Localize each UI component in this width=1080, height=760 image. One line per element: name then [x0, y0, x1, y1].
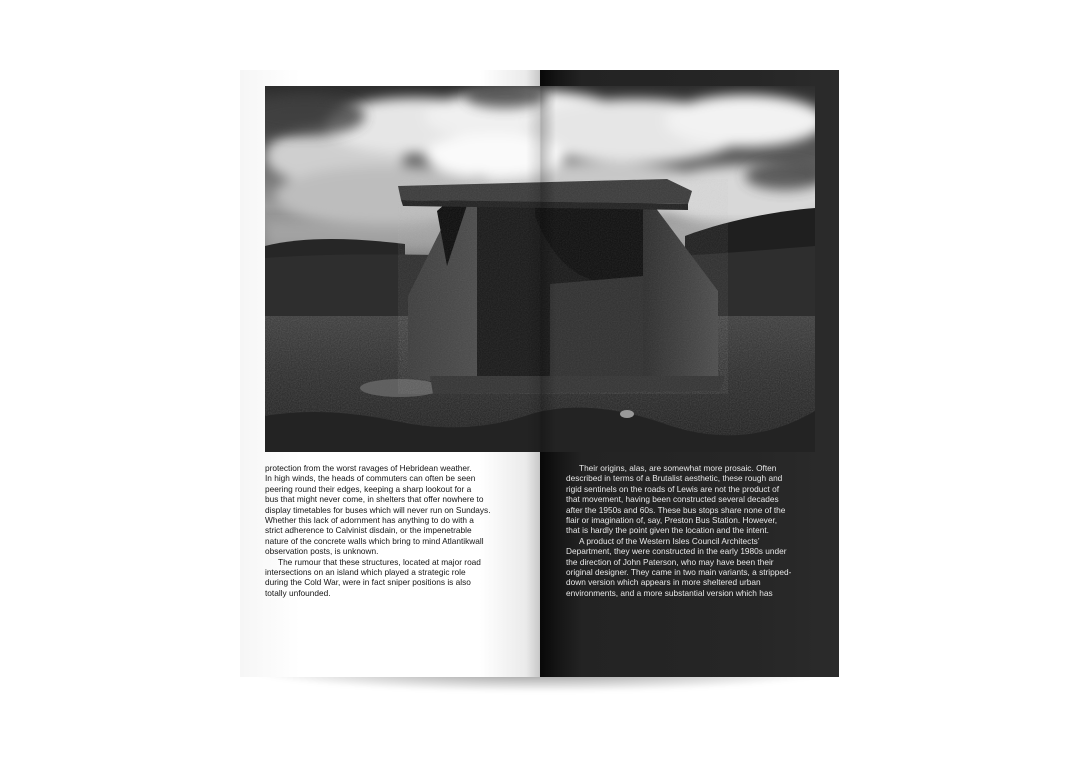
text-line: Whether this lack of adornment has anything to do with a	[265, 515, 474, 526]
text-line: bus that might never come, in shelters that offer nowhere to	[265, 494, 484, 505]
text-line: rigid sentinels on the roads of Lewis are not the product of	[566, 483, 780, 494]
text-line: totally unfounded.	[265, 587, 331, 598]
right-page-text	[566, 463, 816, 598]
text-line: after the 1950s and 60s. These bus stops share none of the	[566, 504, 786, 515]
text-line: original designer. They came in two main variants, a stripped-	[566, 567, 792, 578]
text-line: In high winds, the heads of commuters can often be seen	[265, 473, 476, 484]
text-line: that is hardly the point given the location and the intent.	[566, 525, 769, 536]
text-line: The rumour that these structures, located at major road	[278, 556, 481, 567]
left-page-text	[265, 463, 515, 598]
text-line: peering round their edges, keeping a sharp lookout for a	[265, 483, 472, 494]
text-line: intersections on an island which played a strategic role	[265, 567, 466, 578]
text-line: observation posts, is unknown.	[265, 546, 379, 557]
text-line: Their origins, alas, are somewhat more prosaic. Often	[579, 463, 777, 473]
bus-shelter-photo	[265, 86, 815, 452]
text-line: A product of the Western Isles Council Architects’	[579, 535, 760, 546]
text-line: the direction of John Paterson, who may have been their	[566, 556, 774, 567]
text-line: environments, and a more substantial version which has	[566, 587, 773, 598]
text-line: nature of the concrete walls which bring to mind Atlantikwall	[265, 535, 484, 546]
text-line: display timetables for buses which will never run on Sundays.	[265, 504, 491, 515]
text-line: that movement, having been constructed several decades	[566, 494, 779, 505]
text-line: described in terms of a Brutalist aesthetic, these rough and	[566, 473, 783, 484]
text-line: Department, they were constructed in the early 1980s under	[566, 546, 787, 557]
text-line: strict adherence to Calvinist disdain, or the impenetrable	[265, 525, 472, 536]
booklet-spread	[240, 70, 839, 677]
text-line: protection from the worst ravages of Hebridean weather.	[265, 463, 472, 473]
text-line: down version which appears in more sheltered urban	[566, 577, 761, 588]
text-line: flair or imagination of, say, Preston Bus Station. However,	[566, 515, 778, 526]
text-line: during the Cold War, were in fact sniper positions is also	[265, 577, 471, 588]
